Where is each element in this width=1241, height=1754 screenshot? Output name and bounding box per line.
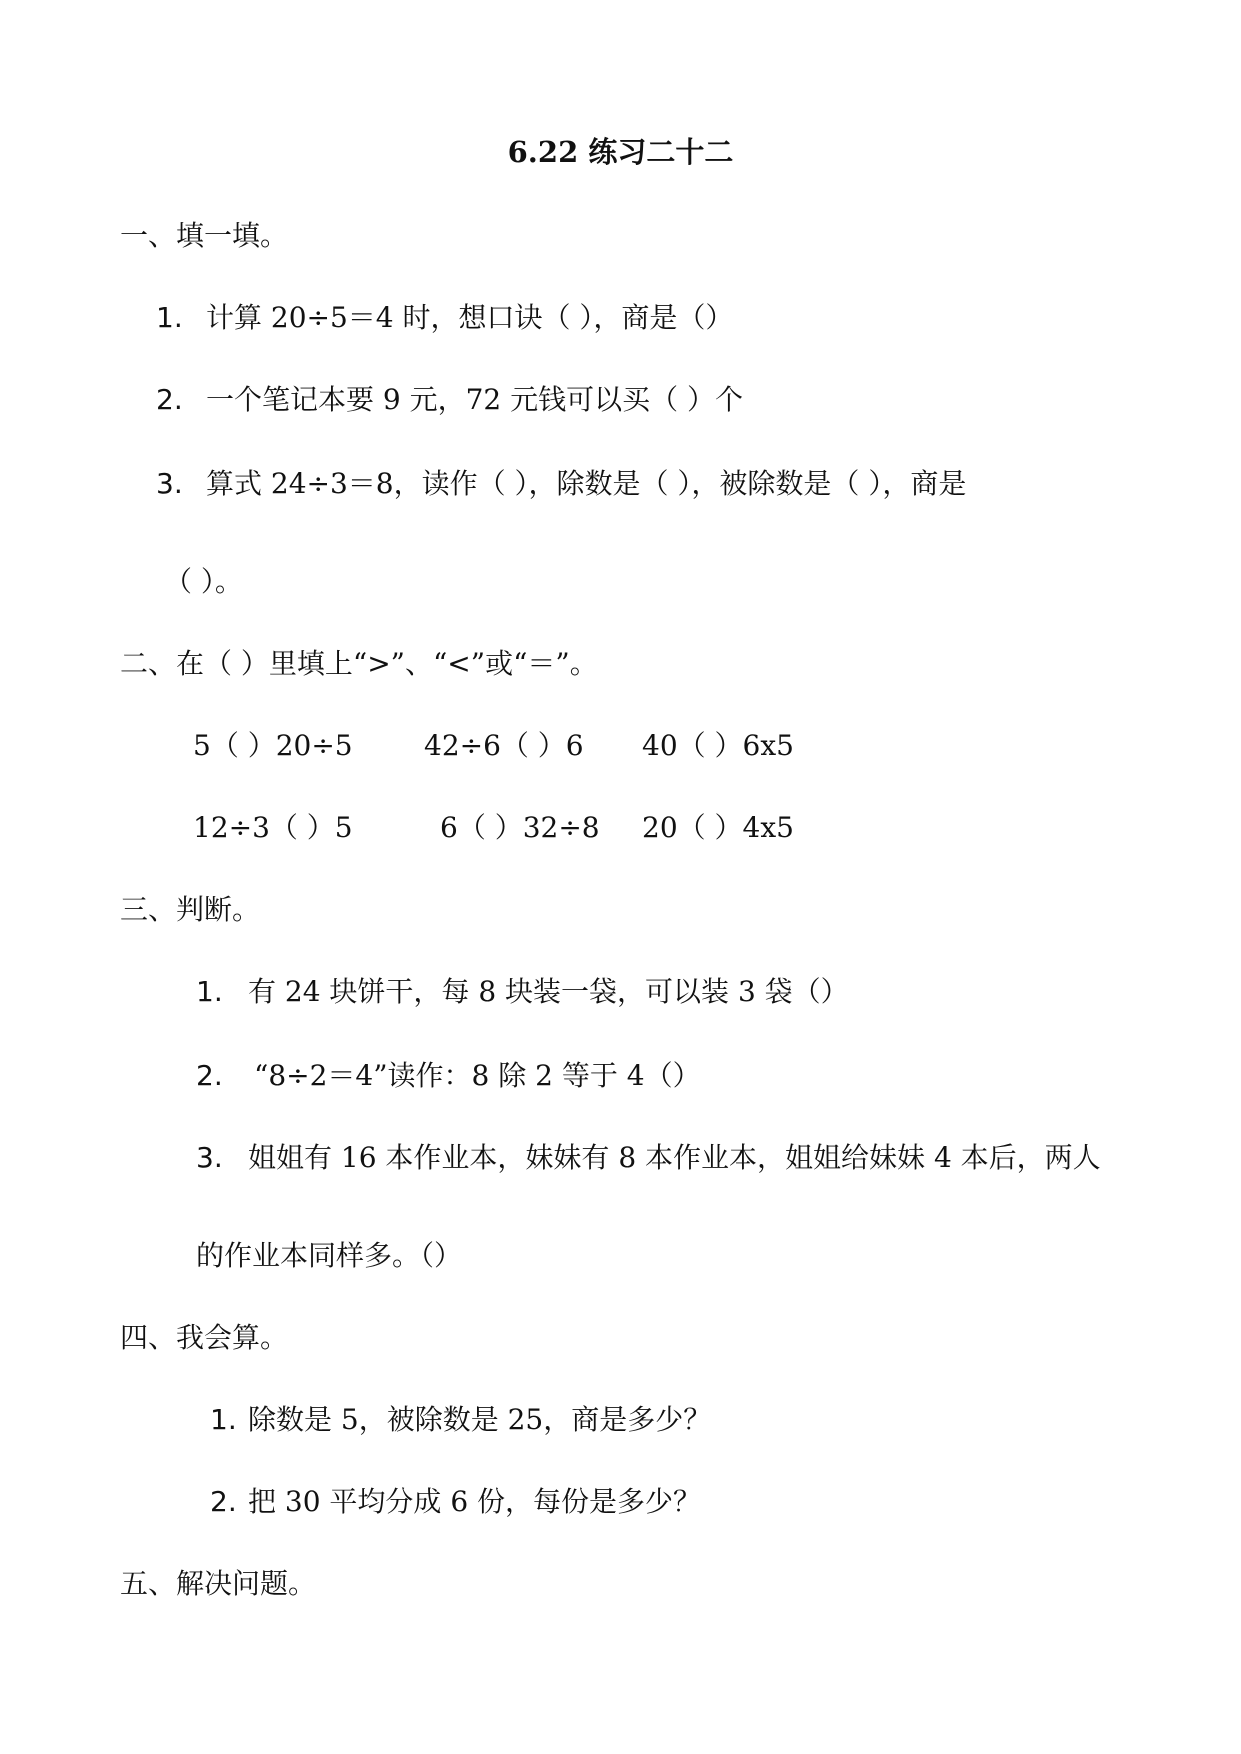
page-title: 6.22 练习二十二	[507, 135, 734, 169]
question-number: 1.	[156, 301, 183, 334]
compare-item: 42÷6（ ）6	[424, 729, 584, 762]
question-text: 姐姐有 16 本作业本，妹妹有 8 本作业本，姐姐给妹妹 4 本后，两人	[248, 1141, 1101, 1174]
question-text: 算式 24÷3＝8，读作（ ），除数是（ ），被除数是（ ），商是	[206, 467, 967, 500]
compare-item: 40（ ）6x5	[642, 729, 794, 762]
question-text: 把 30 平均分成 6 份，每份是多少？	[248, 1485, 702, 1518]
question-number: 1.	[210, 1403, 237, 1436]
question-text-continued: 的作业本同样多。（）	[196, 1239, 463, 1272]
compare-item: 12÷3（ ）5	[193, 811, 353, 844]
question-number: 2.	[210, 1485, 237, 1518]
section-heading-compare: 二、在（ ）里填上“>”、“<”或“＝”。	[120, 647, 598, 680]
compare-row	[0, 728, 1241, 764]
question-text: 一个笔记本要 9 元，72 元钱可以买（ ）个	[206, 383, 744, 416]
compare-item: 20（ ）4x5	[642, 811, 794, 844]
question-text: 计算 20÷5＝4 时，想口诀（ ），商是（）	[206, 301, 734, 334]
question-number: 3.	[156, 467, 183, 500]
question-text: 有 24 块饼干，每 8 块装一袋，可以装 3 袋（）	[248, 975, 849, 1008]
question-number: 3.	[196, 1141, 223, 1174]
question-text: “8÷2＝4”读作：8 除 2 等于 4（）	[254, 1059, 701, 1092]
section-heading-fill: 一、填一填。	[120, 219, 289, 252]
question-text-continued: （ ）。	[164, 565, 243, 598]
compare-item: 5（ ）20÷5	[193, 729, 353, 762]
question-number: 1.	[196, 975, 223, 1008]
compare-item: 6（ ）32÷8	[440, 811, 600, 844]
question-number: 2.	[196, 1059, 223, 1092]
question-number: 2.	[156, 383, 183, 416]
section-heading-solve: 五、解决问题。	[120, 1567, 317, 1600]
compare-row	[0, 810, 1241, 846]
section-heading-judge: 三、判断。	[120, 893, 261, 926]
question-text: 除数是 5，被除数是 25，商是多少？	[248, 1403, 712, 1436]
section-heading-calculate: 四、我会算。	[120, 1321, 289, 1354]
